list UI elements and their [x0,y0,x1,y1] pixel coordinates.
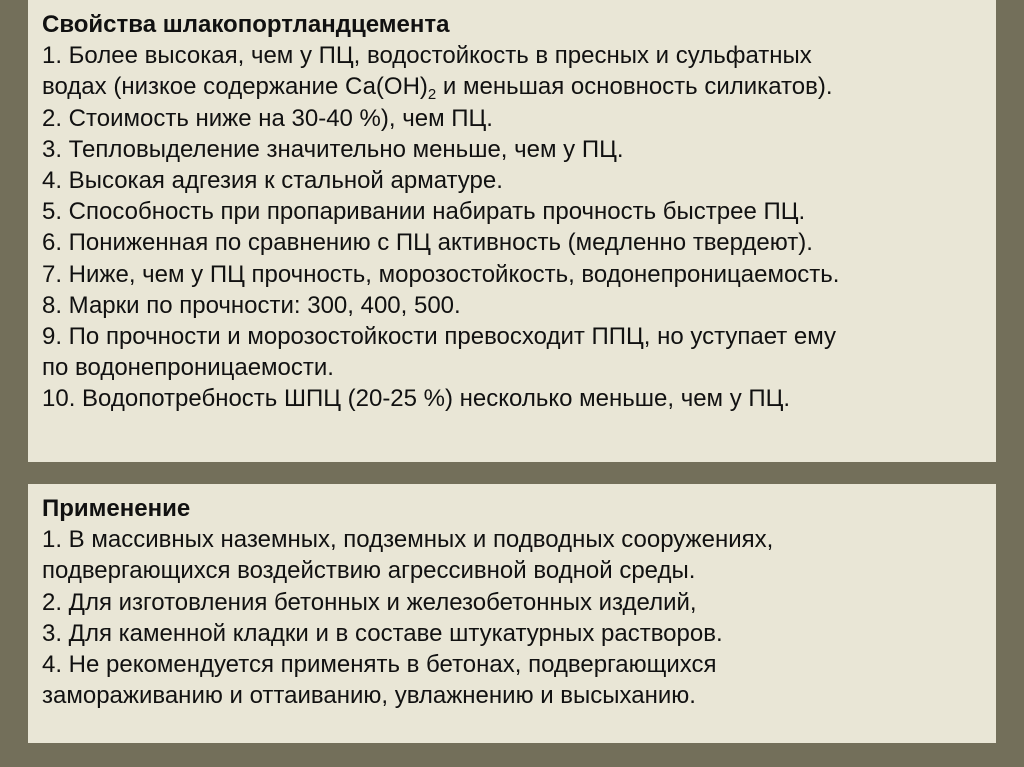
properties-line-8: 7. Ниже, чем у ПЦ прочность, морозостойкость, водонепроницаемость. [42,260,840,288]
chemical-subscript: 2 [427,86,437,104]
application-line-2: подвергающихся воздействию агрессивной водной среды. [42,557,696,585]
properties-line-11: по водонепроницаемости. [42,354,334,382]
properties-heading: Свойства шлакопортландцемента [42,11,450,38]
properties-line-2 [42,71,982,102]
properties-line-7: 6. Пониженная по сравнению с ПЦ активность (медленно твердеют). [42,229,813,257]
application-heading: Применение [42,495,191,522]
application-line-6: замораживанию и оттаиванию, увлажнению и высыханию. [42,682,696,710]
application-line-4: 3. Для каменной кладки и в составе штукатурных растворов. [42,619,723,647]
properties-line-9: 8. Марки по прочности: 300, 400, 500. [42,291,461,319]
application-line-1: 1. В массивных наземных, подземных и подводных сооружениях, [42,526,774,554]
properties-line-3: 2. Стоимость ниже на 30-40 %), чем ПЦ. [42,104,493,132]
properties-line-2a: водах (низкое содержание Са(ОН) [42,73,428,101]
properties-line-12: 10. Водопотребность ШПЦ (20-25 %) несколько меньше, чем у ПЦ. [42,385,791,413]
properties-line-10: 9. По прочности и морозостойкости превосходит ППЦ, но уступает ему [42,322,837,350]
properties-line-5: 4. Высокая адгезия к стальной арматуре. [42,166,503,194]
properties-panel [28,0,996,462]
properties-line-6: 5. Способность при пропаривании набирать прочность быстрее ПЦ. [42,198,806,226]
properties-line-2b: и меньшая основность силикатов). [436,73,833,101]
application-panel [28,484,996,743]
application-line-3: 2. Для изготовления бетонных и железобетонных изделий, [42,588,697,616]
properties-line-1: 1. Более высокая, чем у ПЦ, водостойкость в пресных и сульфатных [42,42,812,70]
properties-line-4: 3. Тепловыделение значительно меньше, чем у ПЦ. [42,135,624,163]
application-line-5: 4. Не рекомендуется применять в бетонах, подвергающихся [42,650,717,678]
